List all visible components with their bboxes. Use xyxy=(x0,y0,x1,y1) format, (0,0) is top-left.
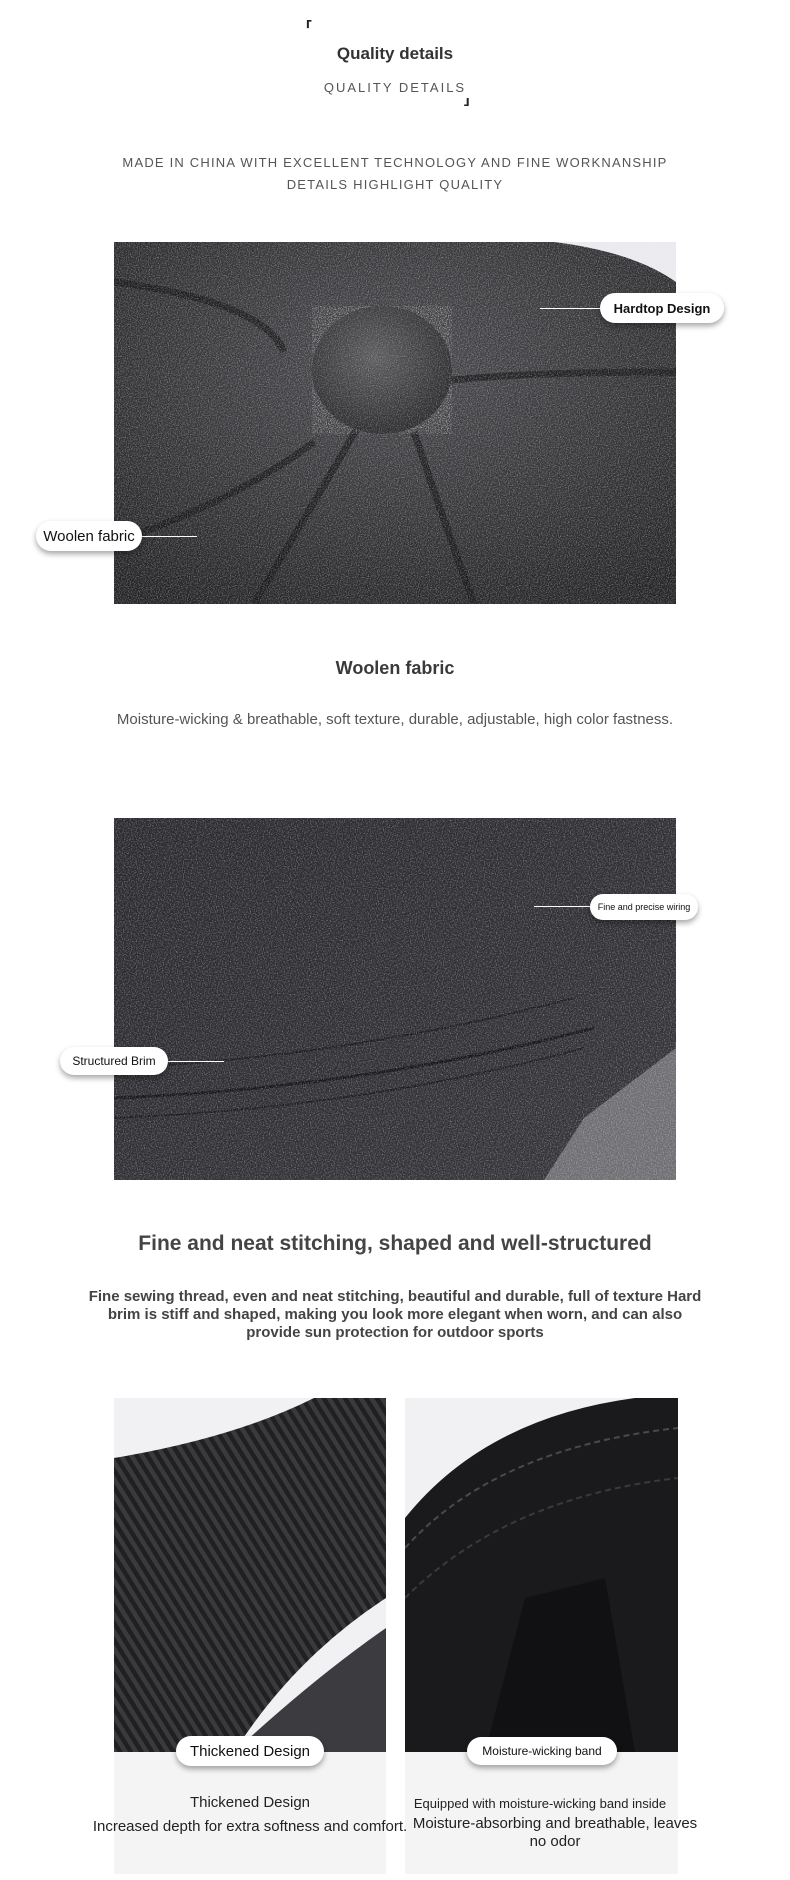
intro-line-2: DETAILS HIGHLIGHT QUALITY xyxy=(286,177,504,192)
hardtop-design-callout: Hardtop Design xyxy=(600,293,724,323)
section1-title: Woolen fabric xyxy=(335,658,455,678)
left-caption-text: Increased depth for extra softness and comfort. xyxy=(92,1818,408,1835)
wiring-leader-line xyxy=(534,906,590,907)
left-caption-panel xyxy=(114,1752,386,1874)
close-bracket-icon: ⸥ xyxy=(462,84,471,109)
sweatband-photo xyxy=(405,1398,678,1752)
page-subtitle: QUALITY DETAILS xyxy=(323,80,467,95)
intro-line-1: MADE IN CHINA WITH EXCELLENT TECHNOLOGY AND FINE WORKNANSHIP xyxy=(122,155,668,170)
fine-wiring-callout: Fine and precise wiring xyxy=(590,894,698,920)
intro-text xyxy=(0,152,790,196)
brim-leader-line xyxy=(166,1061,224,1062)
section1-description: Moisture-wicking & breathable, soft texture, durable, adjustable, high color fastness. xyxy=(116,711,674,728)
page-title: Quality details xyxy=(336,44,454,63)
ribbed-interior-photo xyxy=(114,1398,386,1752)
hat-top-photo xyxy=(114,242,676,604)
section2-title: Fine and neat stitching, shaped and well-structured xyxy=(138,1232,652,1255)
right-caption-title: Equipped with moisture-wicking band inside xyxy=(413,1796,667,1811)
open-bracket-icon: ⸢ xyxy=(305,18,314,43)
right-caption-text: Moisture-absorbing and breathable, leaves no odor xyxy=(412,1815,698,1850)
woolen-fabric-callout: Woolen fabric xyxy=(36,521,142,551)
right-caption-panel xyxy=(405,1752,678,1874)
left-caption-title: Thickened Design xyxy=(189,1794,311,1811)
hat-brim-photo xyxy=(114,818,676,1180)
section2-description: Fine sewing thread, even and neat stitching, beautiful and durable, full of texture Hard brim is stiff and shaped, making you look more elegant when worn, and can also provide sun protection for outdoor sports xyxy=(88,1288,702,1341)
thickened-design-badge: Thickened Design xyxy=(176,1736,324,1766)
moisture-wicking-badge: Moisture-wicking band xyxy=(467,1737,617,1765)
woolen-leader-line xyxy=(140,536,197,537)
hardtop-leader-line xyxy=(540,308,600,309)
structured-brim-callout: Structured Brim xyxy=(60,1047,168,1075)
